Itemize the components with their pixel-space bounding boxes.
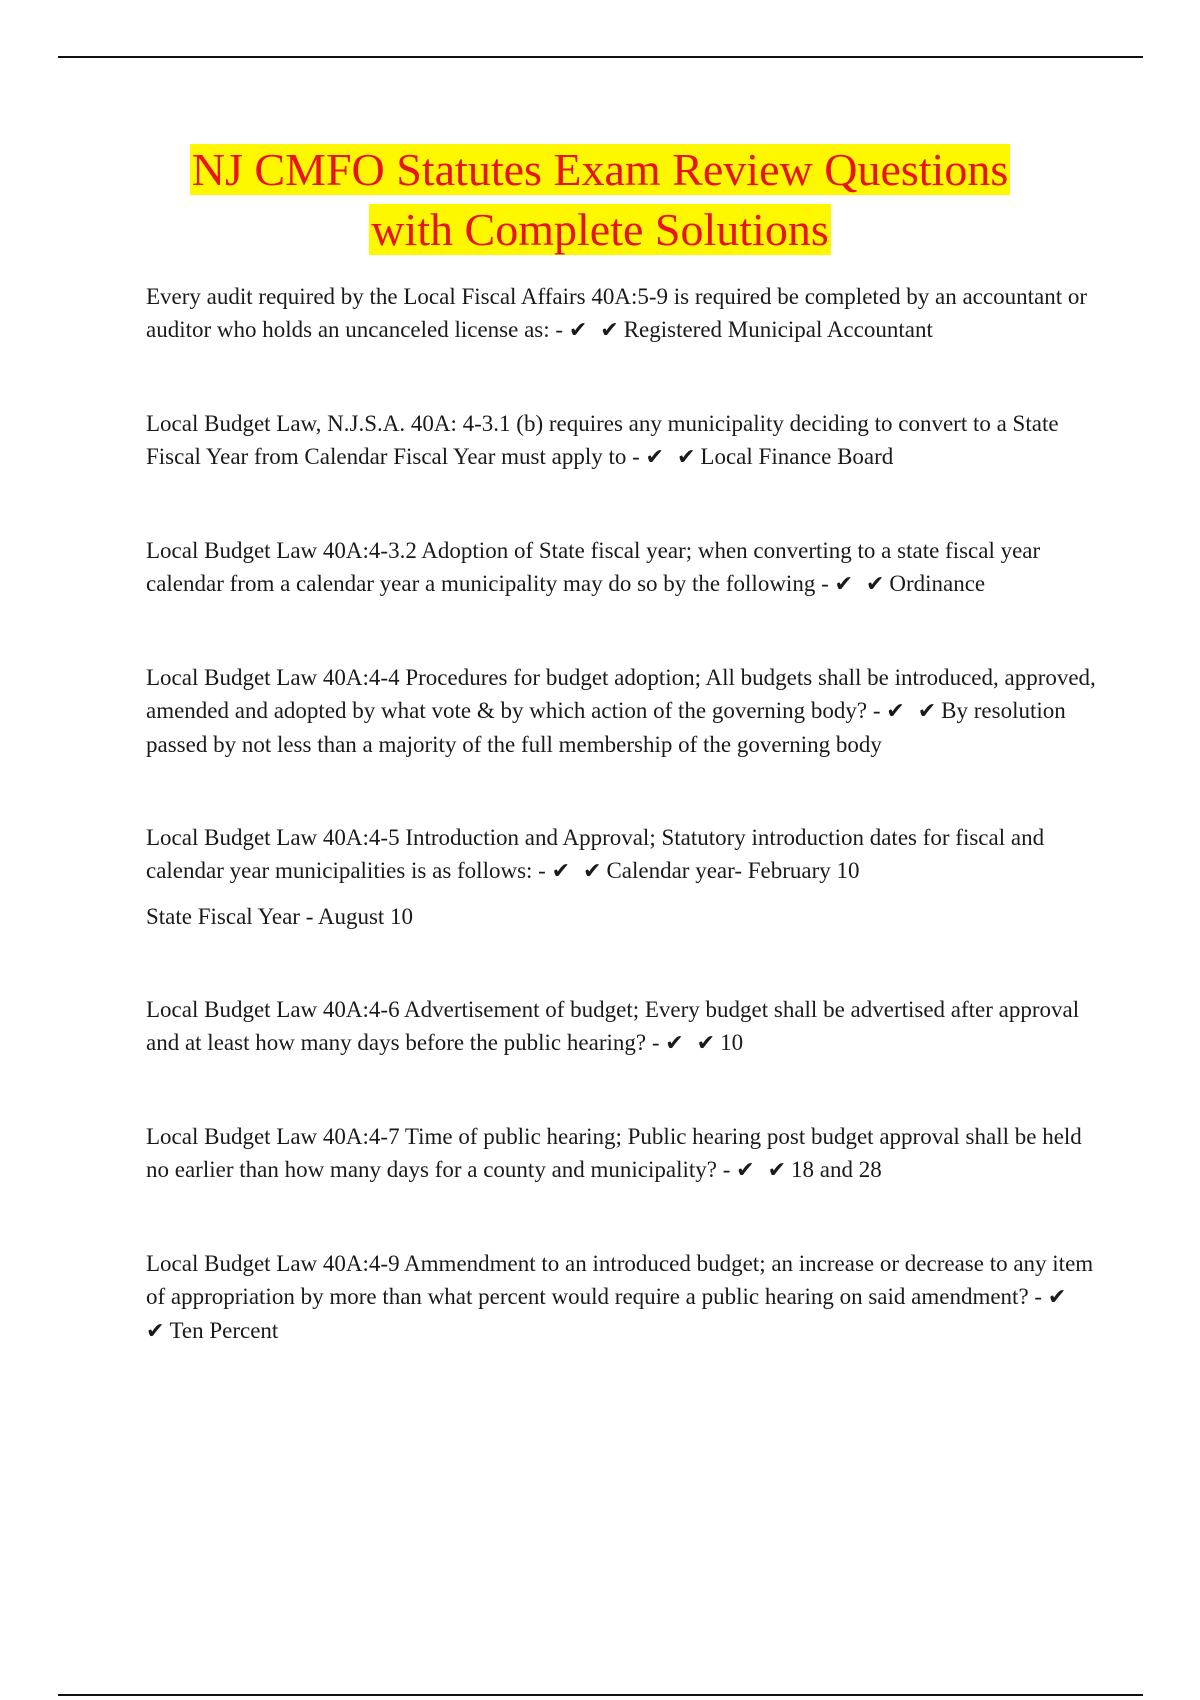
- qa-paragraph: [146, 661, 1096, 761]
- question-text: Every audit required by the Local Fiscal Affairs 40A:5-9 is required be completed by an accountant or auditor who holds an uncanceled license as: -: [146, 284, 1087, 342]
- double-check-icon: ✔ ✔: [645, 445, 699, 470]
- question-text: Local Budget Law 40A:4-4 Procedures for budget adoption; All budgets shall be introduced, approved, amended and adopted by what vote & by which action of the governing body? -: [146, 665, 1096, 723]
- qa-item: [146, 1120, 1096, 1187]
- answer-text: 18 and 28: [791, 1157, 882, 1182]
- question-text: Local Budget Law 40A:4-7 Time of public hearing; Public hearing post budget approval shall be held no earlier than how many days for a county and municipality? -: [146, 1124, 1082, 1182]
- qa-item: [146, 821, 1096, 933]
- qa-item: [146, 280, 1096, 347]
- qa-paragraph: [146, 280, 1096, 347]
- double-check-icon: ✔ ✔: [568, 318, 622, 343]
- question-text: Local Budget Law 40A:4-9 Ammendment to an introduced budget; an increase or decrease to any item of appropriation by more than what percent would require a public hearing on said amendment? -: [146, 1251, 1094, 1309]
- qa-paragraph: [146, 993, 1096, 1060]
- double-check-icon: ✔ ✔: [736, 1158, 790, 1183]
- qa-item: [146, 534, 1096, 601]
- qa-paragraph: [146, 1120, 1096, 1187]
- question-text: Local Budget Law 40A:4-5 Introduction and Approval; Statutory introduction dates for fiscal and calendar year municipalities is as follows: -: [146, 825, 1045, 883]
- double-check-icon: ✔ ✔: [665, 1031, 719, 1056]
- qa-paragraph: [146, 534, 1096, 601]
- qa-paragraph: [146, 407, 1096, 474]
- qa-item: [146, 661, 1096, 761]
- answer-text: Ordinance: [889, 571, 986, 596]
- answer-text: Ten Percent: [169, 1318, 279, 1343]
- qa-item: [146, 1247, 1096, 1348]
- question-text: Local Budget Law 40A:4-6 Advertisement of budget; Every budget shall be advertised after approval and at least how many days before the public hearing? -: [146, 997, 1080, 1055]
- double-check-icon: ✔ ✔: [146, 1285, 1070, 1344]
- qa-item: [146, 993, 1096, 1060]
- bottom-rule: [58, 1694, 1143, 1696]
- answer-extra-text: State Fiscal Year - August 10: [146, 904, 414, 929]
- double-check-icon: ✔ ✔: [551, 859, 605, 884]
- top-rule: [58, 56, 1143, 58]
- title-line-1: NJ CMFO Statutes Exam Review Questions: [191, 144, 1009, 195]
- document-title: [100, 140, 1100, 260]
- question-text: Local Budget Law, N.J.S.A. 40A: 4-3.1 (b) requires any municipality deciding to convert to a State Fiscal Year from Calendar Fiscal Year must apply to -: [146, 411, 1059, 469]
- question-text: Local Budget Law 40A:4-3.2 Adoption of State fiscal year; when converting to a state fiscal year calendar from a calendar year a municipality may do so by the following -: [146, 538, 1041, 596]
- answer-text: By resolution passed by not less than a majority of the full membership of the governing body: [146, 698, 1066, 757]
- qa-list: [146, 280, 1096, 1408]
- answer-text: Registered Municipal Accountant: [623, 317, 933, 342]
- double-check-icon: ✔ ✔: [834, 572, 888, 597]
- double-check-icon: ✔ ✔: [886, 699, 940, 724]
- qa-paragraph: [146, 821, 1096, 888]
- answer-text: Calendar year- February 10: [606, 858, 860, 883]
- qa-item: [146, 407, 1096, 474]
- answer-text: 10: [720, 1030, 744, 1055]
- qa-paragraph: [146, 1247, 1096, 1348]
- answer-text: Local Finance Board: [700, 444, 894, 469]
- title-line-2: with Complete Solutions: [371, 204, 829, 255]
